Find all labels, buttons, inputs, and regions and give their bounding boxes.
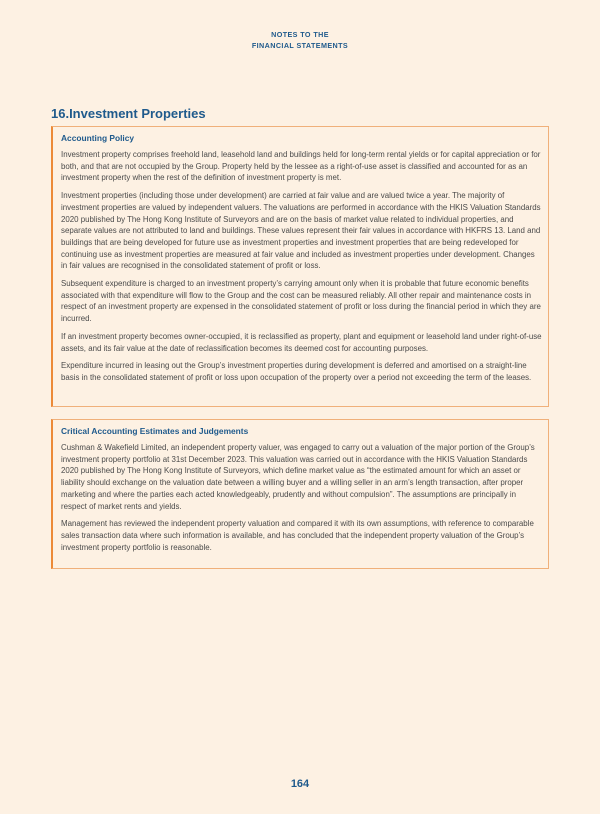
accounting-policy-heading: Accounting Policy	[61, 133, 135, 143]
accounting-policy-box	[51, 126, 549, 407]
section-title: 16.Investment Properties	[51, 106, 206, 121]
estimates-paragraph: Management has reviewed the independent property valuation and compared it with its own assumptions, with reference to comparable sales transaction data where such information is available, and has concluded that the independent property valuation of the Group’s investment property portfolio is reasonable.	[61, 519, 534, 552]
estimates-paragraph: Cushman & Wakefield Limited, an independent property valuer, was engaged to carry out a valuation of the major portion of the Group’s investment property portfolio at 31st December 2023. This valuation was carried out in accordance with the HKIS Valuation Standards 2020 published by The Hong Kong Institute of Surveyors, which define market value as “the estimated amount for which an asset or liability should exchange on the valuation date between a willing buyer and a willing seller in an arm’s length transaction, after proper marketing and where the parties each acted knowledgeably, prudently and without compulsion”. The assumptions are principally in respect of market rents and yields.	[61, 443, 535, 511]
critical-estimates-heading: Critical Accounting Estimates and Judgements	[61, 426, 249, 436]
running-header	[0, 30, 600, 51]
policy-paragraph: Investment property comprises freehold land, leasehold land and buildings held for long-term rental yields or for capital appreciation or for both, and that are not occupied by the Group. Property held by the lessee as a right-of-use asset is classified and accounted for as an investment property when the rest of the definition of investment property is met.	[61, 150, 541, 183]
policy-paragraph: Expenditure incurred in leasing out the Group’s investment properties during development is deferred and amortised on a straight-line basis in the consolidated statement of profit or loss upon occupation of the property over a period not exceeding the term of the leases.	[61, 361, 532, 382]
policy-paragraph: If an investment property becomes owner-occupied, it is reclassified as property, plant and equipment or leasehold land under right-of-use assets, and its fair value at the date of reclassification becomes its deemed cost for accounting purposes.	[61, 331, 542, 353]
policy-paragraph: Investment properties (including those under development) are carried at fair value and are valued twice a year. The majority of investment properties are valued by independent valuers. The valuations are performed in accordance with the HKIS Valuation Standards 2020 published by The Hong Kong Institute of Surveyors and are on the basis of market value related to individual properties, and separate values are not attributed to land and buildings. These values represent their fair values in accordance with HKFRS 13. Land and buildings that are being developed for future use as investment properties and investment properties that are being redeveloped for continuing use as investment properties are measured at fair value and included as investment properties under development. Changes in fair values are recognised in the consolidated statement of profit or loss.	[61, 191, 541, 271]
page-number: 164	[290, 778, 310, 790]
policy-paragraph: Subsequent expenditure is charged to an investment property’s carrying amount only when it is probable that future economic benefits associated with that expenditure will flow to the Group and the cost can be measured reliably. All other repair and maintenance costs in respect of an investment property are expensed in the consolidated statement of profit or loss during the financial period in which they are incurred.	[61, 279, 541, 324]
critical-estimates-box	[51, 419, 549, 569]
header-line-1: NOTES TO THE	[271, 30, 329, 39]
header-line-2: FINANCIAL STATEMENTS	[251, 40, 349, 50]
